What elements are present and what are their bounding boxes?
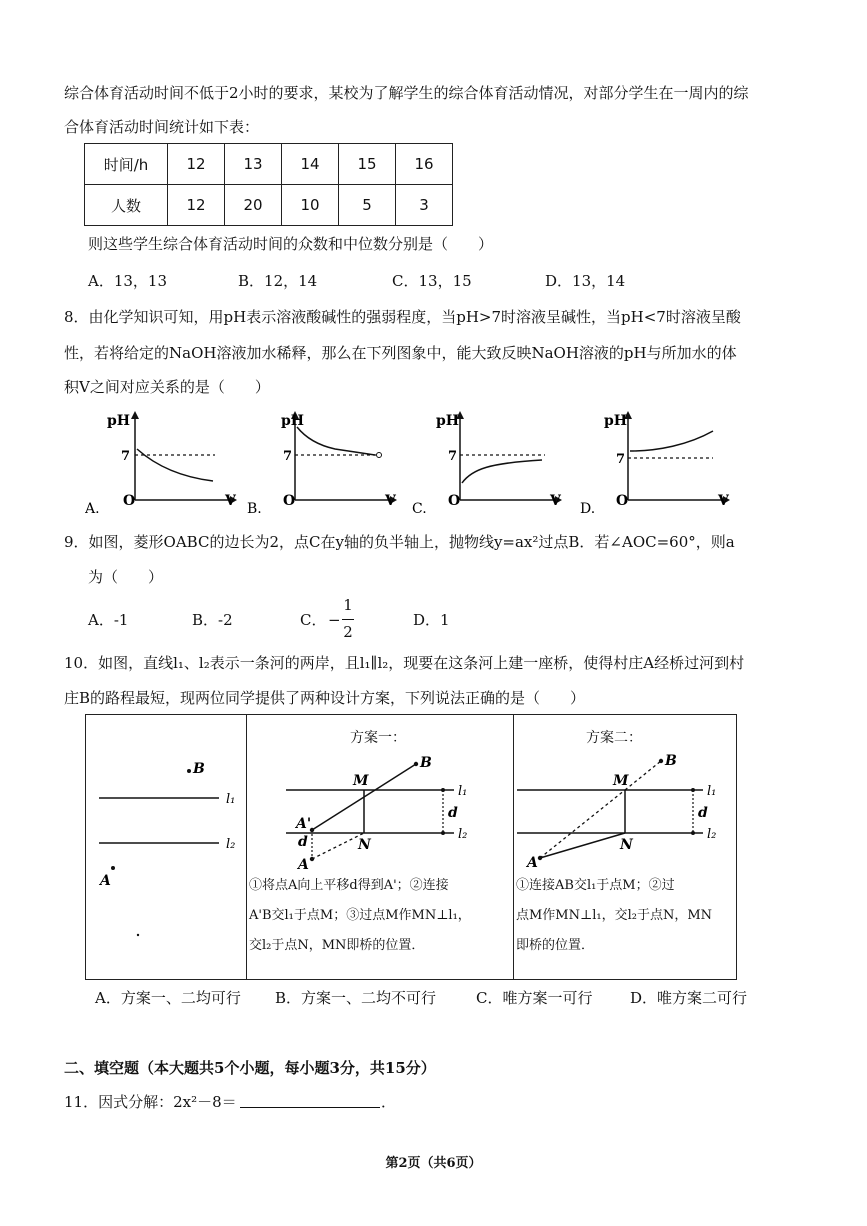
scheme2-desc-line: 点M作MN⊥l₁，交l₂于点N，MN: [516, 908, 713, 923]
q8-line-2: 性，若将给定的NaOH溶液加水稀释，那么在下列图象中，能大致反映NaOH溶液的pH与所加水的体: [64, 344, 737, 362]
l2-label: l₂: [707, 827, 717, 842]
y-label: pH: [107, 413, 131, 429]
seven-label: 7: [121, 449, 131, 464]
river-setup-diagram: [86, 715, 246, 979]
q8-line-1: 8．由化学知识可知，用pH表示溶液酸碱性的强弱程度，当pH>7时溶液呈碱性，当pH<7时溶液呈酸: [64, 308, 741, 326]
l1-label: l₁: [226, 792, 236, 807]
x-label: V: [225, 493, 236, 509]
q9-option-a: A．-1: [88, 611, 129, 629]
q10-option-c: C．唯方案一可行: [476, 989, 593, 1007]
table-cell: 5: [339, 185, 396, 226]
q7-option-a: A．13，13: [88, 272, 168, 290]
q9-line-1: 9．如图，菱形OABC的边长为2，点C在y轴的负半轴上，抛物线y=ax²过点B．若∠AOC=60°，则a: [64, 533, 735, 551]
d-label: d: [298, 834, 308, 850]
q9-line-2: 为（ ）: [88, 568, 164, 586]
scheme1-desc-line: ①将点A向上平移d得到A'；②连接: [249, 878, 449, 893]
d-label: d: [698, 805, 708, 821]
point-n-label: N: [620, 837, 633, 853]
table-cell: 13: [225, 144, 282, 185]
q7-option-d: D．13，14: [545, 272, 626, 290]
section-2-title: 二、填空题（本大题共5个小题，每小题3分，共15分）: [64, 1059, 436, 1077]
q10-option-d: D．唯方案二可行: [630, 989, 748, 1007]
scheme2-title: 方案二：: [586, 730, 642, 746]
origin-label: O: [616, 493, 629, 509]
point-m-label: M: [353, 773, 369, 789]
q8-graph-c: [410, 405, 575, 520]
scheme1-desc-line: 交l₂于点N，MN即桥的位置．: [249, 938, 425, 953]
q11-end: ．: [381, 1093, 397, 1111]
table-cell: 14: [282, 144, 339, 185]
table-header-count: 人数: [85, 185, 168, 226]
point-n-label: N: [358, 837, 371, 853]
q9-fraction-sign: −: [328, 611, 341, 629]
page-footer: 第2页（共6页）: [385, 1156, 482, 1171]
table-header-hours: 时间/h: [85, 144, 168, 185]
q11-text: 11．因式分解：2x²－8＝: [64, 1093, 237, 1111]
l1-label: l₁: [707, 784, 717, 799]
q9-fraction-numerator: 1: [343, 596, 353, 614]
q10-option-a: A．方案一、二均可行: [95, 989, 241, 1007]
y-label: pH: [281, 413, 305, 429]
option-c-letter: C.: [412, 501, 427, 517]
x-label: V: [385, 493, 396, 509]
q11-answer-blank[interactable]: [240, 1107, 380, 1108]
q10-line-2: 庄B的路程最短，现两位同学提供了两种设计方案，下列说法正确的是（ ）: [64, 689, 586, 707]
origin-label: O: [123, 493, 136, 509]
option-b-letter: B.: [247, 501, 262, 517]
d-label: d: [448, 805, 458, 821]
q10-scheme-figure: [85, 714, 737, 980]
intro-line-2: 合体育活动时间统计如下表：: [64, 118, 260, 136]
point-a-label: A: [298, 857, 309, 873]
table-cell: 12: [168, 144, 225, 185]
q7-question: 则这些学生综合体育活动时间的众数和中位数分别是（ ）: [88, 235, 494, 253]
y-label: pH: [604, 413, 628, 429]
table-row: [85, 185, 453, 226]
q7-option-b: B．12，14: [238, 272, 318, 290]
table-row: [85, 144, 453, 185]
table-cell: 10: [282, 185, 339, 226]
l2-label: l₂: [226, 837, 236, 852]
scheme1-desc-line: A'B交l₁于点M；③过点M作MN⊥l₁，: [249, 908, 471, 923]
intro-line-1: 综合体育活动时间不低于2小时的要求，某校为了解学生的综合体育活动情况，对部分学生在一周内的综: [64, 84, 749, 102]
table-cell: 16: [396, 144, 453, 185]
q9-option-b: B．-2: [192, 611, 233, 629]
q9-option-d: D．1: [413, 611, 450, 629]
activity-time-table: [84, 143, 453, 226]
seven-label: 7: [448, 449, 458, 464]
scheme1-title: 方案一：: [350, 730, 406, 746]
q8-graph-b: [245, 405, 410, 520]
l1-label: l₁: [458, 784, 468, 799]
scheme2-desc-line: ①连接AB交l₁于点M；②过: [516, 878, 675, 893]
q8-graph-d: [578, 405, 743, 520]
point-b-label: B: [420, 755, 432, 771]
origin-label: O: [283, 493, 296, 509]
scheme1-diagram: [246, 745, 513, 875]
scheme2-diagram: [513, 745, 736, 875]
table-cell: 15: [339, 144, 396, 185]
origin-label: O: [448, 493, 461, 509]
point-a-prime-label: A': [296, 816, 312, 832]
option-d-letter: D.: [580, 501, 596, 517]
table-cell: 3: [396, 185, 453, 226]
y-label: pH: [436, 413, 460, 429]
point-b-label: B: [665, 753, 677, 769]
point-b-label: B: [193, 761, 205, 777]
table-cell: 20: [225, 185, 282, 226]
q7-option-c: C．13，15: [392, 272, 472, 290]
q10-line-1: 10．如图，直线l₁、l₂表示一条河的两岸，且l₁∥l₂，现要在这条河上建一座桥，使得村庄A经桥过河到村: [64, 654, 745, 672]
q8-line-3: 积V之间对应关系的是（ ）: [64, 378, 270, 396]
seven-label: 7: [616, 452, 626, 467]
point-a-label: A: [527, 855, 538, 871]
table-cell: 12: [168, 185, 225, 226]
scheme2-desc-line: 即桥的位置．: [516, 938, 595, 953]
x-label: V: [718, 493, 729, 509]
point-a-label: A: [100, 873, 111, 889]
l2-label: l₂: [458, 827, 468, 842]
q9-option-c: C．: [300, 611, 327, 629]
fraction-bar: [342, 619, 354, 620]
q9-fraction-denominator: 2: [343, 623, 353, 641]
option-a-letter: A.: [85, 501, 100, 517]
point-m-label: M: [613, 773, 629, 789]
q8-graph-a: [85, 405, 250, 520]
x-label: V: [550, 493, 561, 509]
seven-label: 7: [283, 449, 293, 464]
q10-option-b: B．方案一、二均不可行: [275, 989, 437, 1007]
